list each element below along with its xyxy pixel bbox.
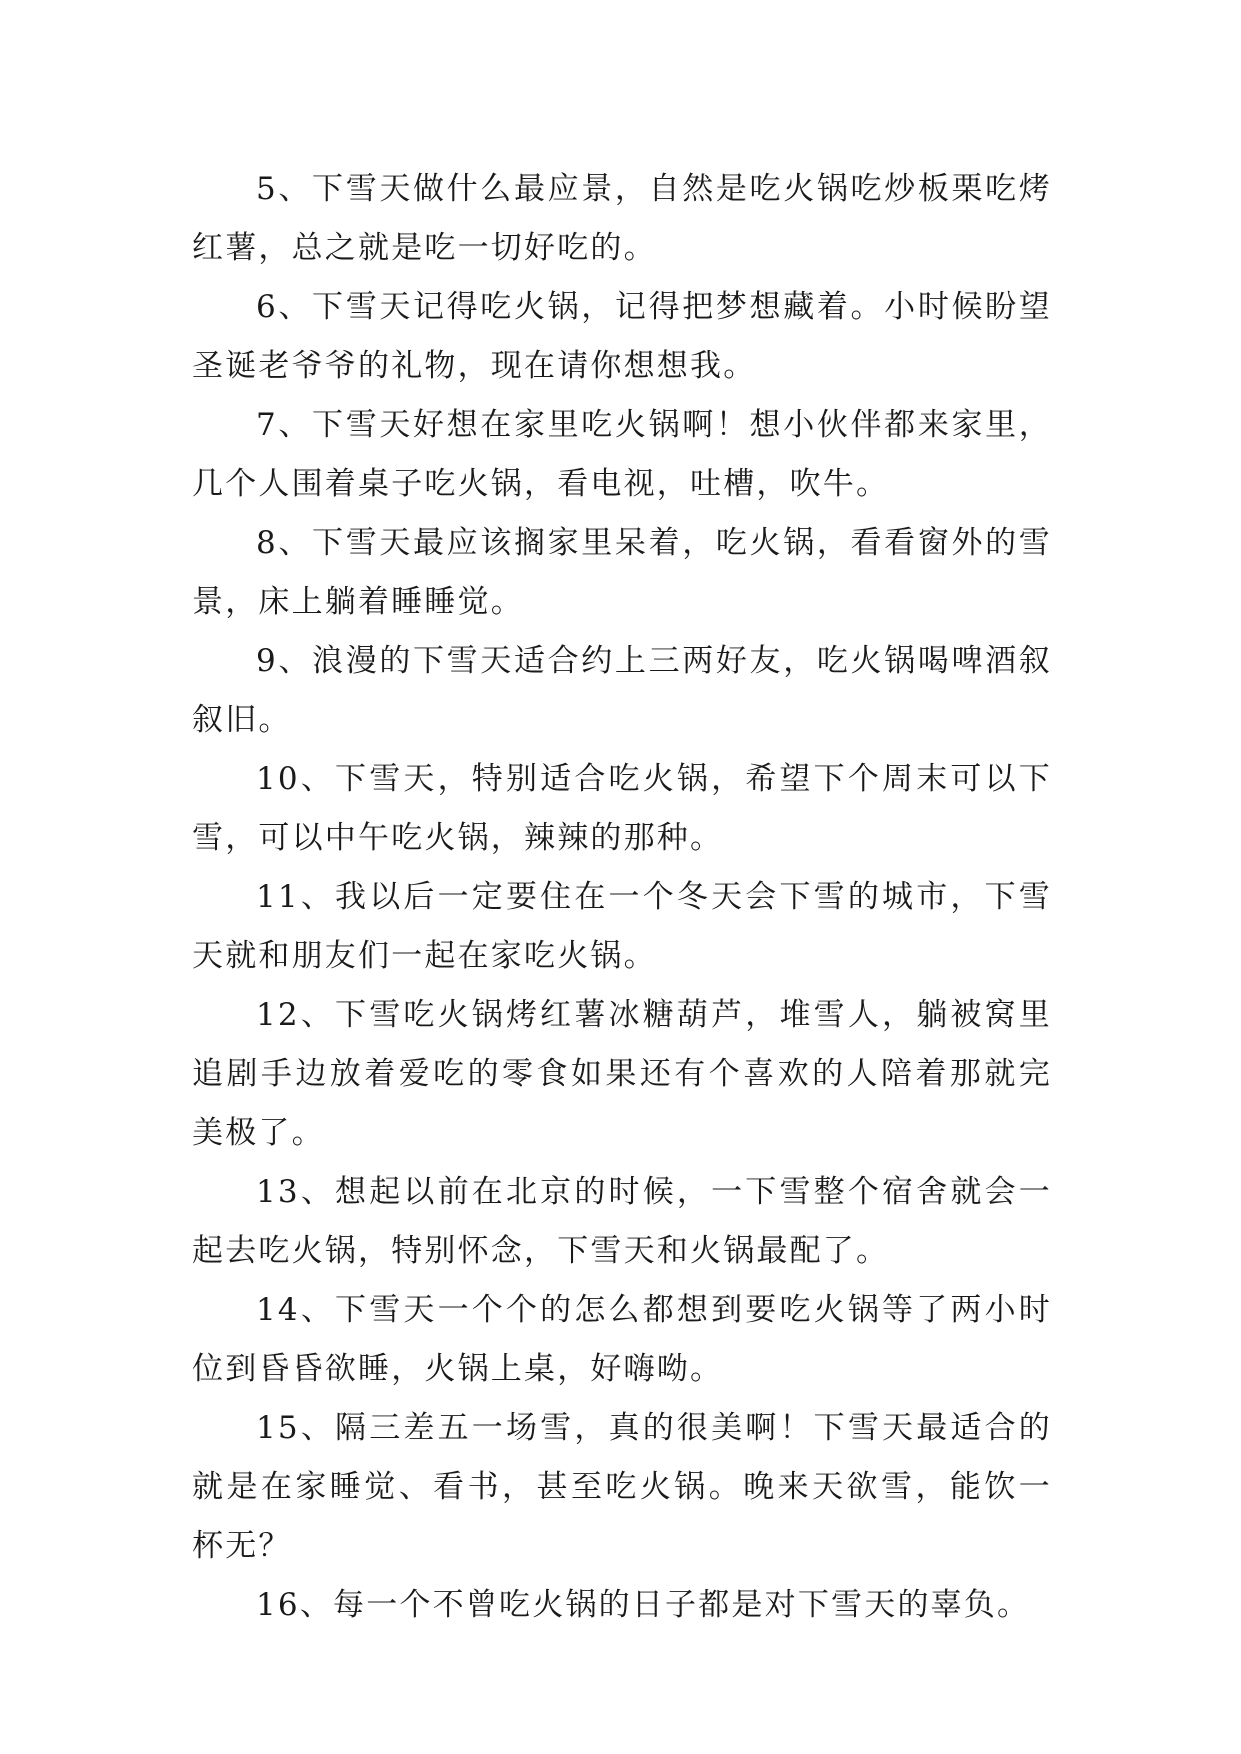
- paragraph-11: 11、我以后一定要住在一个冬天会下雪的城市，下雪天就和朋友们一起在家吃火锅。: [192, 879, 1052, 974]
- paragraph-6: 6、下雪天记得吃火锅，记得把梦想藏着。小时候盼望圣诞老爷爷的礼物，现在请你想想我。: [192, 289, 1052, 384]
- document-body: [192, 160, 1052, 1635]
- paragraph-10: 10、下雪天，特别适合吃火锅，希望下个周末可以下雪，可以中午吃火锅，辣辣的那种。: [192, 761, 1052, 856]
- paragraph-8: 8、下雪天最应该搁家里呆着，吃火锅，看看窗外的雪景，床上躺着睡睡觉。: [192, 525, 1052, 620]
- paragraph-13: 13、想起以前在北京的时候，一下雪整个宿舍就会一起去吃火锅，特别怀念，下雪天和火锅最配了。: [192, 1174, 1052, 1269]
- paragraph-9: 9、浪漫的下雪天适合约上三两好友，吃火锅喝啤酒叙叙旧。: [192, 643, 1052, 738]
- paragraph-15: 15、隔三差五一场雪，真的很美啊！下雪天最适合的就是在家睡觉、看书，甚至吃火锅。晚来天欲雪，能饮一杯无？: [192, 1410, 1052, 1564]
- paragraph-16: 16、每一个不曾吃火锅的日子都是对下雪天的辜负。: [256, 1587, 1031, 1623]
- paragraph-14: 14、下雪天一个个的怎么都想到要吃火锅等了两小时位到昏昏欲睡，火锅上桌，好嗨呦。: [192, 1292, 1052, 1387]
- paragraph-5: 5、下雪天做什么最应景，自然是吃火锅吃炒板栗吃烤红薯，总之就是吃一切好吃的。: [192, 171, 1052, 266]
- paragraph-12: 12、下雪吃火锅烤红薯冰糖葫芦，堆雪人，躺被窝里追剧手边放着爱吃的零食如果还有个喜欢的人陪着那就完美极了。: [192, 997, 1052, 1151]
- paragraph-7: 7、下雪天好想在家里吃火锅啊！想小伙伴都来家里，几个人围着桌子吃火锅，看电视，吐槽，吹牛。: [192, 407, 1052, 502]
